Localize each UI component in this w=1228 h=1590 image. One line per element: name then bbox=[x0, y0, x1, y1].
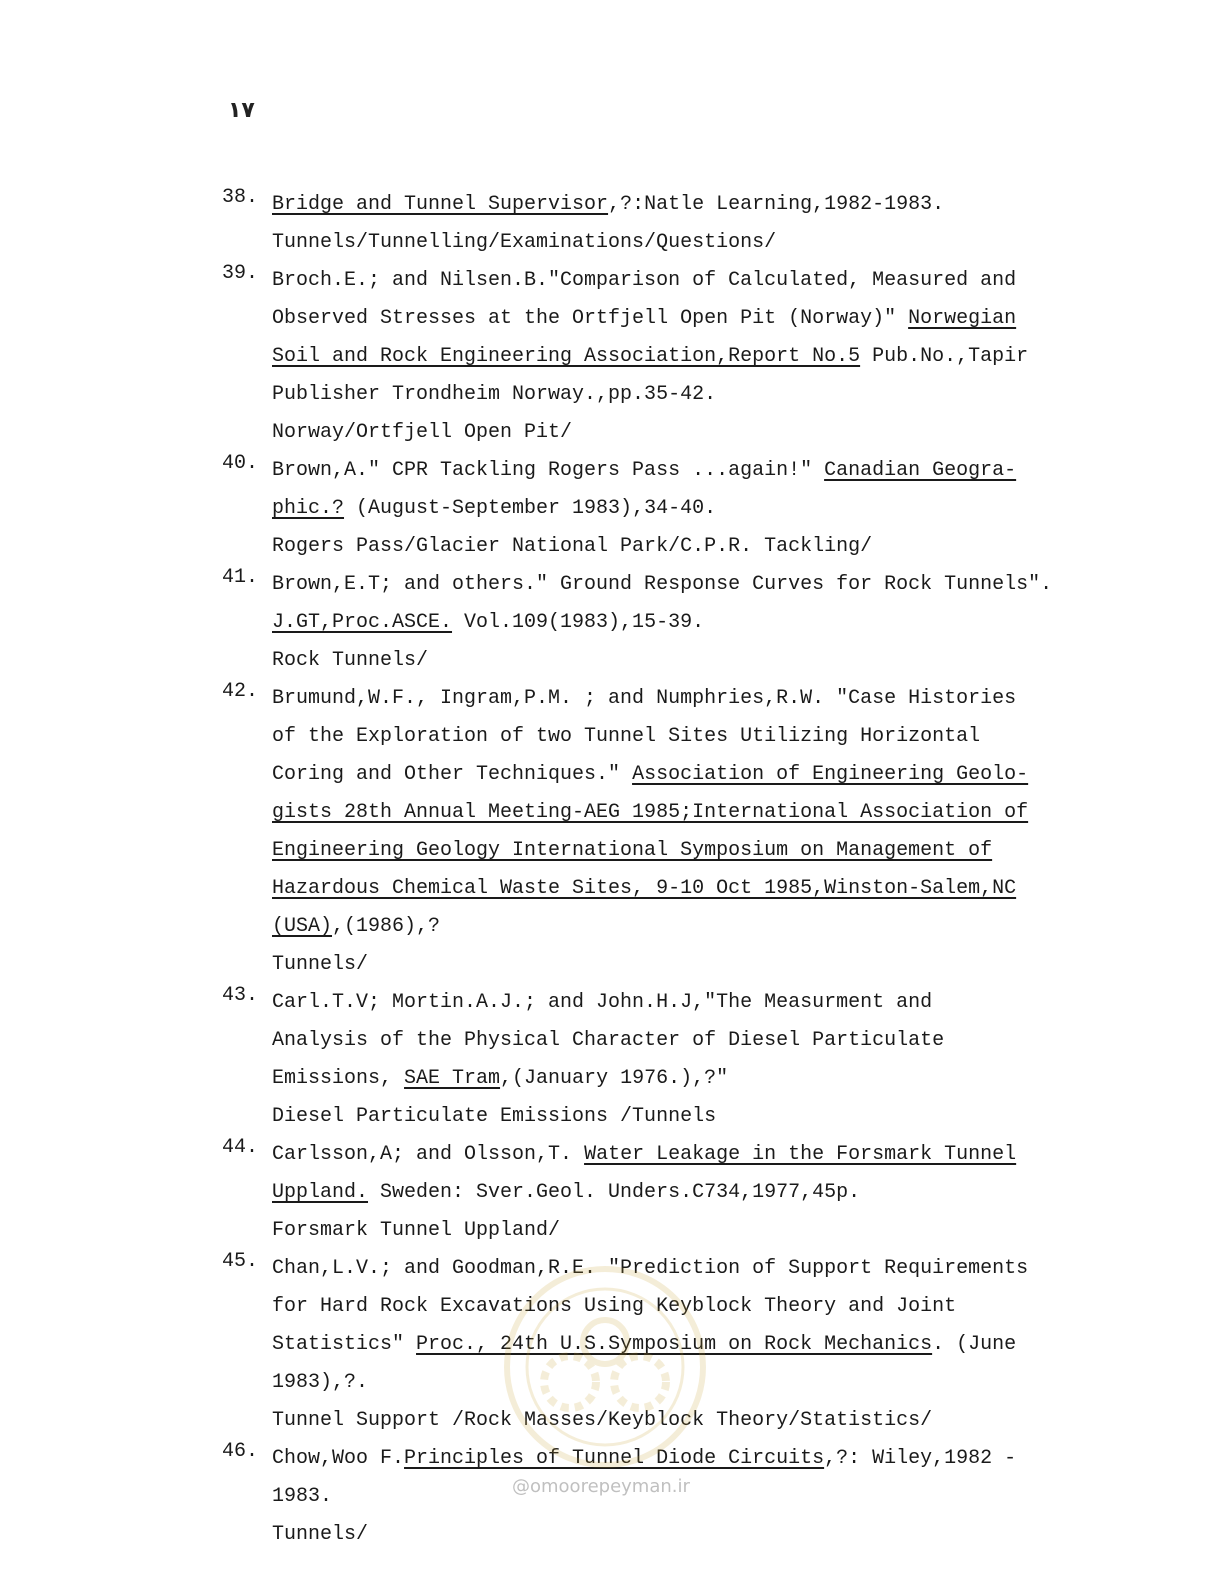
entry-text: ,?: Wiley,1982 - bbox=[824, 1447, 1017, 1470]
entry-line bbox=[272, 338, 1102, 376]
entry-text: Brown,E.T; and others." Ground Response Curves for Rock Tunnels". bbox=[272, 573, 1053, 596]
bibliography-list bbox=[222, 186, 1102, 1554]
entry-text: Pub.No.,Tapir bbox=[860, 345, 1029, 368]
entry-line bbox=[272, 1174, 1102, 1212]
underlined-title: J.GT,Proc.ASCE. bbox=[272, 611, 453, 634]
underlined-title: gists 28th Annual Meeting-AEG 1985;International Association of bbox=[272, 801, 1029, 824]
entry-text: Brumund,W.F., Ingram,P.M. ; and Numphries,R.W. "Case Histories bbox=[272, 687, 1017, 710]
entry-line bbox=[272, 680, 1102, 718]
underlined-title: Engineering Geology International Symposium on Management of bbox=[272, 839, 993, 862]
entry-line bbox=[272, 376, 1102, 414]
entry-line bbox=[272, 566, 1102, 604]
entry-text: ,?:Natle Learning,1982-1983. bbox=[608, 193, 945, 216]
bibliography-entry bbox=[222, 1250, 1102, 1440]
entry-line bbox=[272, 908, 1102, 946]
entry-text: Broch.E.; and Nilsen.B."Comparison of Calculated, Measured and bbox=[272, 269, 1017, 292]
entry-line bbox=[272, 1212, 1102, 1250]
entry-text: Tunnels/ bbox=[272, 1523, 369, 1546]
underlined-title: (USA) bbox=[272, 915, 333, 938]
entry-number: 38. bbox=[222, 186, 259, 209]
entry-text: for Hard Rock Excavations Using Keyblock Theory and Joint bbox=[272, 1295, 957, 1318]
entry-text: Vol.109(1983),15-39. bbox=[452, 611, 705, 634]
entry-line bbox=[272, 224, 1102, 262]
underlined-title: Bridge and Tunnel Supervisor bbox=[272, 193, 609, 216]
entry-text: Rogers Pass/Glacier National Park/C.P.R. Tackling/ bbox=[272, 535, 873, 558]
entry-text: Publisher Trondheim Norway.,pp.35-42. bbox=[272, 383, 717, 406]
entry-line bbox=[272, 1288, 1102, 1326]
entry-text: Analysis of the Physical Character of Diesel Particulate bbox=[272, 1029, 945, 1052]
underlined-title: Hazardous Chemical Waste Sites, 9-10 Oct 1985,Winston-Salem,NC bbox=[272, 877, 1017, 900]
entry-number: 44. bbox=[222, 1136, 259, 1159]
entry-text: 1983),?. bbox=[272, 1371, 369, 1394]
entry-text: Diesel Particulate Emissions /Tunnels bbox=[272, 1105, 717, 1128]
bibliography-entry bbox=[222, 262, 1102, 452]
watermark-text: @omoorepeyman.ir bbox=[512, 1476, 690, 1497]
underlined-title: Proc., 24th U.S.Symposium on Rock Mechanics bbox=[416, 1333, 933, 1356]
bibliography-entry bbox=[222, 1136, 1102, 1250]
entry-text: Rock Tunnels/ bbox=[272, 649, 429, 672]
entry-number: 42. bbox=[222, 680, 259, 703]
underlined-title: Principles of Tunnel Diode Circuits bbox=[404, 1447, 825, 1470]
entry-text: 1983. bbox=[272, 1485, 333, 1508]
entry-text: Observed Stresses at the Ortfjell Open Pit (Norway)" bbox=[272, 307, 909, 330]
entry-text: Tunnels/Tunnelling/Examinations/Questions/ bbox=[272, 231, 777, 254]
entry-text: Chow,Woo F. bbox=[272, 1447, 405, 1470]
entry-line bbox=[272, 414, 1102, 452]
entry-line bbox=[272, 1402, 1102, 1440]
entry-line bbox=[272, 1060, 1102, 1098]
entry-text: ,(1986),? bbox=[332, 915, 441, 938]
bibliography-entry bbox=[222, 186, 1102, 262]
entry-number: 45. bbox=[222, 1250, 259, 1273]
entry-line bbox=[272, 452, 1102, 490]
entry-text: Tunnel Support /Rock Masses/Keyblock Theory/Statistics/ bbox=[272, 1409, 933, 1432]
entry-line bbox=[272, 604, 1102, 642]
underlined-title: Canadian Geogra- bbox=[824, 459, 1017, 482]
entry-text: Carlsson,A; and Olsson,T. bbox=[272, 1143, 585, 1166]
entry-text: Coring and Other Techniques." bbox=[272, 763, 633, 786]
entry-line bbox=[272, 1136, 1102, 1174]
underlined-title: Norwegian bbox=[908, 307, 1017, 330]
underlined-title: Water Leakage in the Forsmark Tunnel bbox=[584, 1143, 1017, 1166]
bibliography-entry bbox=[222, 680, 1102, 984]
entry-text: Statistics" bbox=[272, 1333, 417, 1356]
entry-text: Chan,L.V.; and Goodman,R.E. "Prediction of Support Requirements bbox=[272, 1257, 1029, 1280]
underlined-title: Uppland. bbox=[272, 1181, 369, 1204]
entry-line bbox=[272, 1364, 1102, 1402]
entry-line bbox=[272, 832, 1102, 870]
entry-number: 43. bbox=[222, 984, 259, 1007]
entry-line bbox=[272, 186, 1102, 224]
entry-line bbox=[272, 1326, 1102, 1364]
entry-line bbox=[272, 262, 1102, 300]
entry-text: Norway/Ortfjell Open Pit/ bbox=[272, 421, 573, 444]
bibliography-entry bbox=[222, 984, 1102, 1136]
underlined-title: Association of Engineering Geolo- bbox=[632, 763, 1029, 786]
entry-text: . (June bbox=[932, 1333, 1017, 1356]
entry-line bbox=[272, 1022, 1102, 1060]
entry-line bbox=[272, 528, 1102, 566]
page-number: ١٧ bbox=[228, 98, 255, 123]
entry-text: Brown,A." CPR Tackling Rogers Pass ...again!" bbox=[272, 459, 825, 482]
entry-line bbox=[272, 984, 1102, 1022]
underlined-title: phic.? bbox=[272, 497, 345, 520]
entry-line bbox=[272, 490, 1102, 528]
entry-text: Forsmark Tunnel Uppland/ bbox=[272, 1219, 561, 1242]
entry-line bbox=[272, 1250, 1102, 1288]
entry-text: Carl.T.V; Mortin.A.J.; and John.H.J,"The Measurment and bbox=[272, 991, 933, 1014]
entry-text: Tunnels/ bbox=[272, 953, 369, 976]
entry-line bbox=[272, 642, 1102, 680]
entry-line bbox=[272, 718, 1102, 756]
entry-number: 46. bbox=[222, 1440, 259, 1463]
entry-line bbox=[272, 1516, 1102, 1554]
entry-line bbox=[272, 1440, 1102, 1478]
entry-text: Sweden: Sver.Geol. Unders.C734,1977,45p. bbox=[368, 1181, 861, 1204]
entry-line bbox=[272, 794, 1102, 832]
entry-text: Emissions, bbox=[272, 1067, 405, 1090]
entry-number: 41. bbox=[222, 566, 259, 589]
entry-line bbox=[272, 946, 1102, 984]
underlined-title: Soil and Rock Engineering Association,Report No.5 bbox=[272, 345, 861, 368]
entry-text: ,(January 1976.),?" bbox=[500, 1067, 729, 1090]
bibliography-entry bbox=[222, 1440, 1102, 1554]
entry-number: 39. bbox=[222, 262, 259, 285]
entry-line bbox=[272, 300, 1102, 338]
bibliography-entry bbox=[222, 452, 1102, 566]
bibliography-entry bbox=[222, 566, 1102, 680]
underlined-title: SAE Tram bbox=[404, 1067, 501, 1090]
entry-line bbox=[272, 870, 1102, 908]
entry-text: (August-September 1983),34-40. bbox=[344, 497, 717, 520]
entry-number: 40. bbox=[222, 452, 259, 475]
entry-line bbox=[272, 756, 1102, 794]
entry-line bbox=[272, 1098, 1102, 1136]
entry-text: of the Exploration of two Tunnel Sites Utilizing Horizontal bbox=[272, 725, 981, 748]
